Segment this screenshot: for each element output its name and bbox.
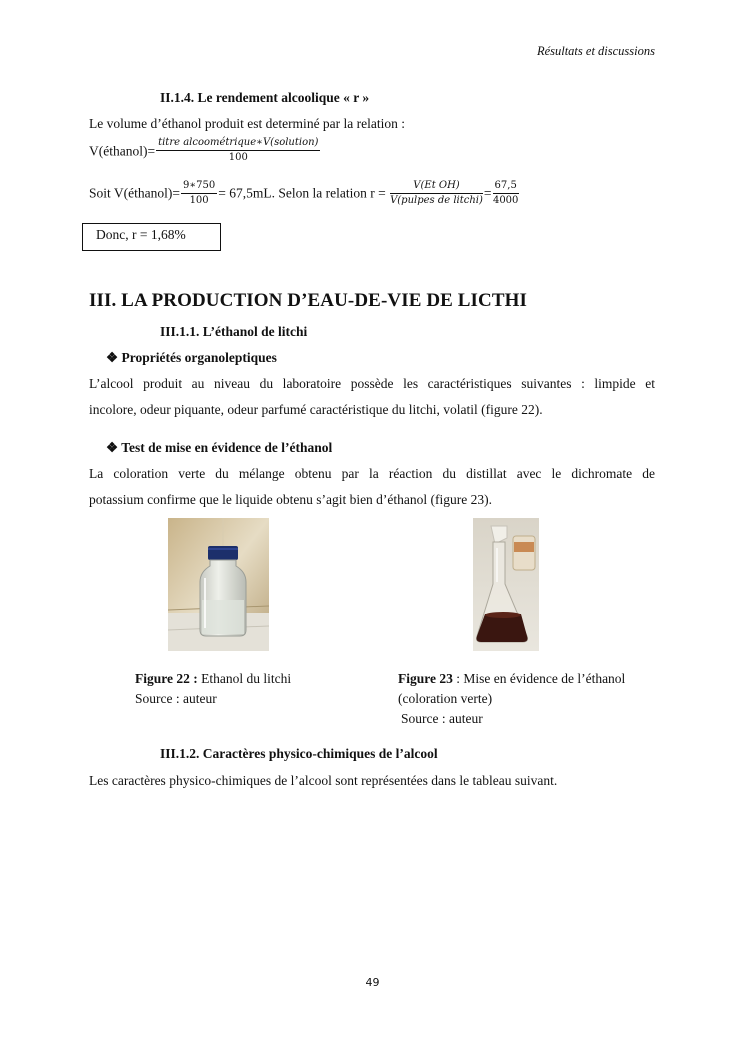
formula2-lhs: Soit V(éthanol)=: [89, 185, 180, 201]
paragraph-ethanol-test-line1: La coloration verte du mélange obtenu par la réaction du distillat avec le dichromate de: [89, 466, 655, 481]
diamond-bullet-icon: ❖: [106, 350, 119, 365]
diamond-bullet-icon: ❖: [106, 440, 119, 455]
section-heading-ii-1-4: II.1.4. Le rendement alcoolique « r »: [160, 90, 370, 105]
ratio-denominator: V(pulpes de litchi): [390, 195, 483, 206]
section-heading-iii: III. LA PRODUCTION D’EAU-DE-VIE DE LICTHI: [89, 290, 527, 311]
formula-lhs: V(éthanol)=: [89, 143, 156, 159]
figure-22-source: Source : auteur: [135, 691, 217, 706]
bullet-organoleptic: [106, 350, 277, 366]
formula-calculation: [89, 180, 520, 207]
figure-23-caption-line2: (coloration verte): [398, 691, 493, 706]
formula-volume-ethanol: [89, 139, 321, 164]
formula-denominator: 100: [228, 152, 248, 163]
figure-22-photo: [168, 518, 269, 651]
erlenmeyer-flask-image: [473, 518, 539, 651]
formula2-mid: = 67,5mL. Selon la relation r =: [218, 185, 390, 201]
formula-numerator: titre alcoométrique∗V(solution): [156, 137, 320, 151]
paragraph-organoleptic-line1: L’alcool produit au niveau du laboratoire possède les caractéristiques suivantes : limpide et: [89, 376, 655, 391]
page-number: 49: [365, 976, 380, 989]
figure-23-source: Source : auteur: [401, 711, 483, 726]
intro-text: Le volume d’éthanol produit est determiné par la relation :: [89, 116, 406, 131]
figure-23-caption: [398, 669, 625, 729]
ratio-numerator: V(Et OH): [390, 180, 483, 194]
ethanol-bottle-image: [168, 518, 269, 651]
value-numerator: 67,5: [493, 180, 519, 194]
bullet-ethanol-test: [106, 440, 332, 456]
result-box: [82, 223, 221, 251]
running-header: Résultats et discussions: [536, 44, 655, 58]
paragraph-table-intro: Les caractères physico-chimiques de l’alcool sont représentées dans le tableau suivant.: [89, 773, 558, 788]
value-denominator: 4000: [492, 195, 519, 206]
figure-22-caption: [135, 669, 291, 709]
bullet-label: Propriétés organoleptiques: [121, 350, 277, 365]
figure-23-caption-text: : Mise en évidence de l’éthanol: [452, 671, 626, 686]
subheading-iii-1-2: III.1.2. Caractères physico-chimiques de l’alcool: [160, 746, 438, 761]
formula2-equals: =: [483, 185, 492, 201]
bullet-label: Test de mise en évidence de l’éthanol: [121, 440, 333, 455]
formula2-denominator: 100: [189, 195, 209, 206]
figure-22-caption-text: Ethanol du litchi: [197, 671, 292, 686]
result-text: Donc, r = 1,68%: [96, 227, 186, 242]
figure-23-label: Figure 23: [398, 671, 453, 686]
formula2-numerator: 9∗750: [181, 180, 217, 194]
figure-23-photo: [473, 518, 539, 651]
paragraph-ethanol-test-line2: potassium confirme que le liquide obtenu s’agit bien d’éthanol (figure 23).: [89, 492, 493, 507]
paragraph-organoleptic-line2: incolore, odeur piquante, odeur parfumé caractéristique du litchi, volatil (figure 22).: [89, 402, 543, 417]
figure-22-label: Figure 22 :: [135, 671, 198, 686]
subheading-iii-1-1: III.1.1. L’éthanol de litchi: [160, 324, 308, 339]
